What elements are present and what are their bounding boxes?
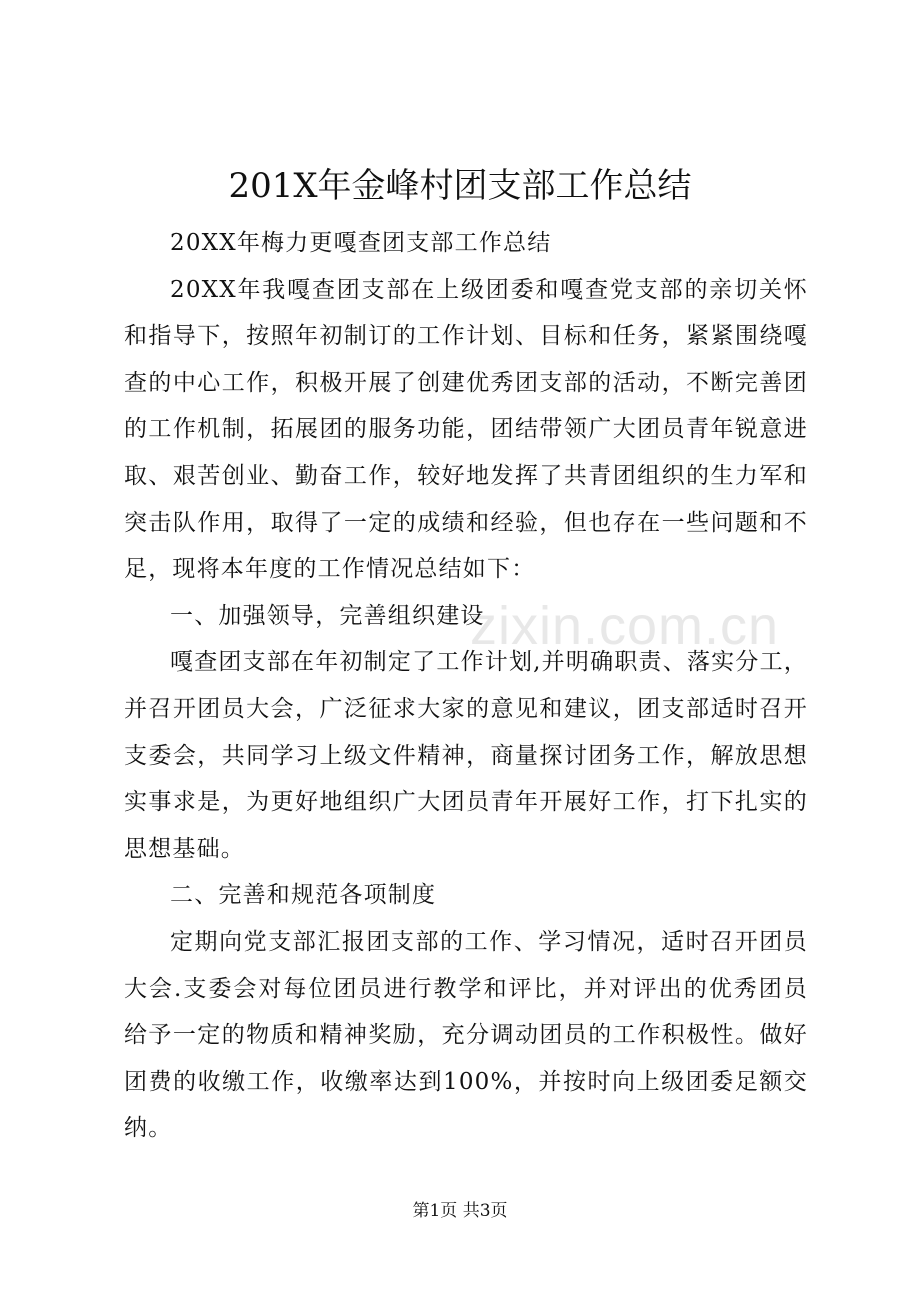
document-title: 201X年金峰村团支部工作总结 xyxy=(228,166,692,206)
watermark: zixin.com.cn xyxy=(470,596,780,656)
document-body xyxy=(124,220,808,1152)
section-1-paragraph: 嘎查团支部在年初制定了工作计划,并明确职责、落实分工，并召开团员大会，广泛征求大家的意见和建议，团支部适时召开支委会，共同学习上级文件精神，商量探讨团务工作，解放思想实事求是，为更好地组织广大团员青年开展好工作，打下扎实的思想基础。 xyxy=(124,649,808,862)
subtitle-paragraph: 20XX年梅力更嘎查团支部工作总结 xyxy=(170,230,552,256)
section-heading-1: 一、加强领导，完善组织建设 xyxy=(170,602,485,629)
page-footer: 第1页 共3页 xyxy=(412,1201,508,1221)
intro-paragraph: 20XX年我嘎查团支部在上级团委和嘎查党支部的亲切关怀和指导下，按照年初制订的工作计划、目标和任务，紧紧围绕嘎查的中心工作，积极开展了创建优秀团支部的活动，不断完善团的工作机制，拓展团的服务功能，团结带领广大团员青年锐意进取、艰苦创业、勤奋工作，较好地发挥了共青团组织的生力军和突击队作用，取得了一定的成绩和经验，但也存在一些问题和不足，现将本年度的工作情况总结如下： xyxy=(124,276,808,583)
section-2-paragraph: 定期向党支部汇报团支部的工作、学习情况，适时召开团员大会.支委会对每位团员进行教学和评比，并对评出的优秀团员给予一定的物质和精神奖励，充分调动团员的工作积极性。做好团费的收缴工作，收缴率达到100%，并按时向上级团委足额交纳。 xyxy=(124,928,808,1142)
section-heading-2: 二、完善和规范各项制度 xyxy=(170,882,437,909)
